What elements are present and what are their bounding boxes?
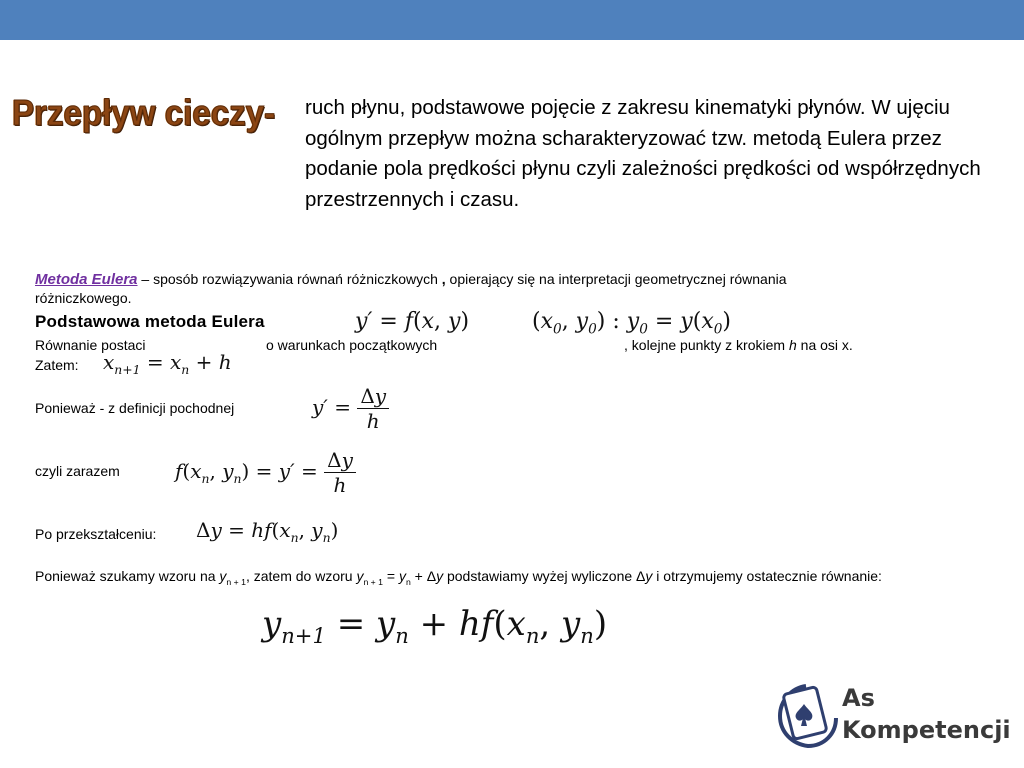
ode-equation: y′ = f(x, y) [355, 309, 470, 334]
definition-text-3: różniczkowego. [35, 290, 132, 306]
step-equation: $x_{n+1} = x_n + h$ [103, 350, 232, 377]
final-euler-equation: $y_{n+1} = y_n + hf(x_n$, $y_n$) [262, 604, 608, 648]
przeksztalceniu-label: Po przekształceniu: [35, 526, 157, 542]
logo-text [842, 682, 1011, 746]
definition-comma: , [441, 271, 446, 287]
intro-paragraph: ruch płynu, podstawowe pojęcie z zakresu kinematyki płynów. W ujęciu ogólnym przepływ można scharakteryzować tzw. metodą Eulera przez podanie pola prędkości płynu czyli zależności prędkości od współrzędnych przestrzennych i czasu. [305, 96, 981, 211]
equation-line-label-1: Równanie postaci [35, 337, 146, 353]
logo-line-1: As [842, 684, 875, 712]
equation-line-label-3: , kolejne punkty z krokiem h na osi x. [624, 337, 853, 353]
combined-equation: $f(x_n$, $y_n) = y'$ = $\frac{\Delta y}{h}$ [175, 448, 356, 497]
delta-y-equation: $\Delta y = hf(x_n$, $y_n$) [196, 518, 339, 545]
header-bar [0, 0, 1024, 40]
zatem-label: Zatem: [35, 357, 79, 373]
section-heading: Podstawowa metoda Eulera [35, 312, 265, 331]
definition-text-2: opierający się na interpretacji geometrycznej równania [445, 271, 787, 287]
czyli-label: czyli zarazem [35, 463, 120, 479]
poniewaz-label: Ponieważ - z definicji pochodnej [35, 400, 235, 416]
definition-paragraph [35, 270, 935, 307]
equation-line-label-2: o warunkach początkowych [266, 337, 438, 353]
final-sentence: Ponieważ szukamy wzoru na $y_{n + 1}$, zatem do wzoru $y_{n + 1} = y_n + \Delta y$ podstawiamy wyżej wyliczone Δy i otrzymujemy ostatecznie równanie: [35, 568, 882, 587]
definition-text-1: – sposób rozwiązywania równań różniczkowych [137, 271, 442, 287]
logo-line-2: Kompetencji [842, 716, 1011, 744]
metoda-eulera-link[interactable]: Metoda Eulera [35, 271, 138, 288]
derivative-definition-equation: y′ = $\frac{\Delta y}{h}$ [312, 384, 389, 433]
slide-title: Przepływ cieczy- [12, 92, 276, 133]
initial-condition-equation: ($x_0$, $y_0$) : $y_0 = y(x_0)$ [532, 309, 732, 338]
